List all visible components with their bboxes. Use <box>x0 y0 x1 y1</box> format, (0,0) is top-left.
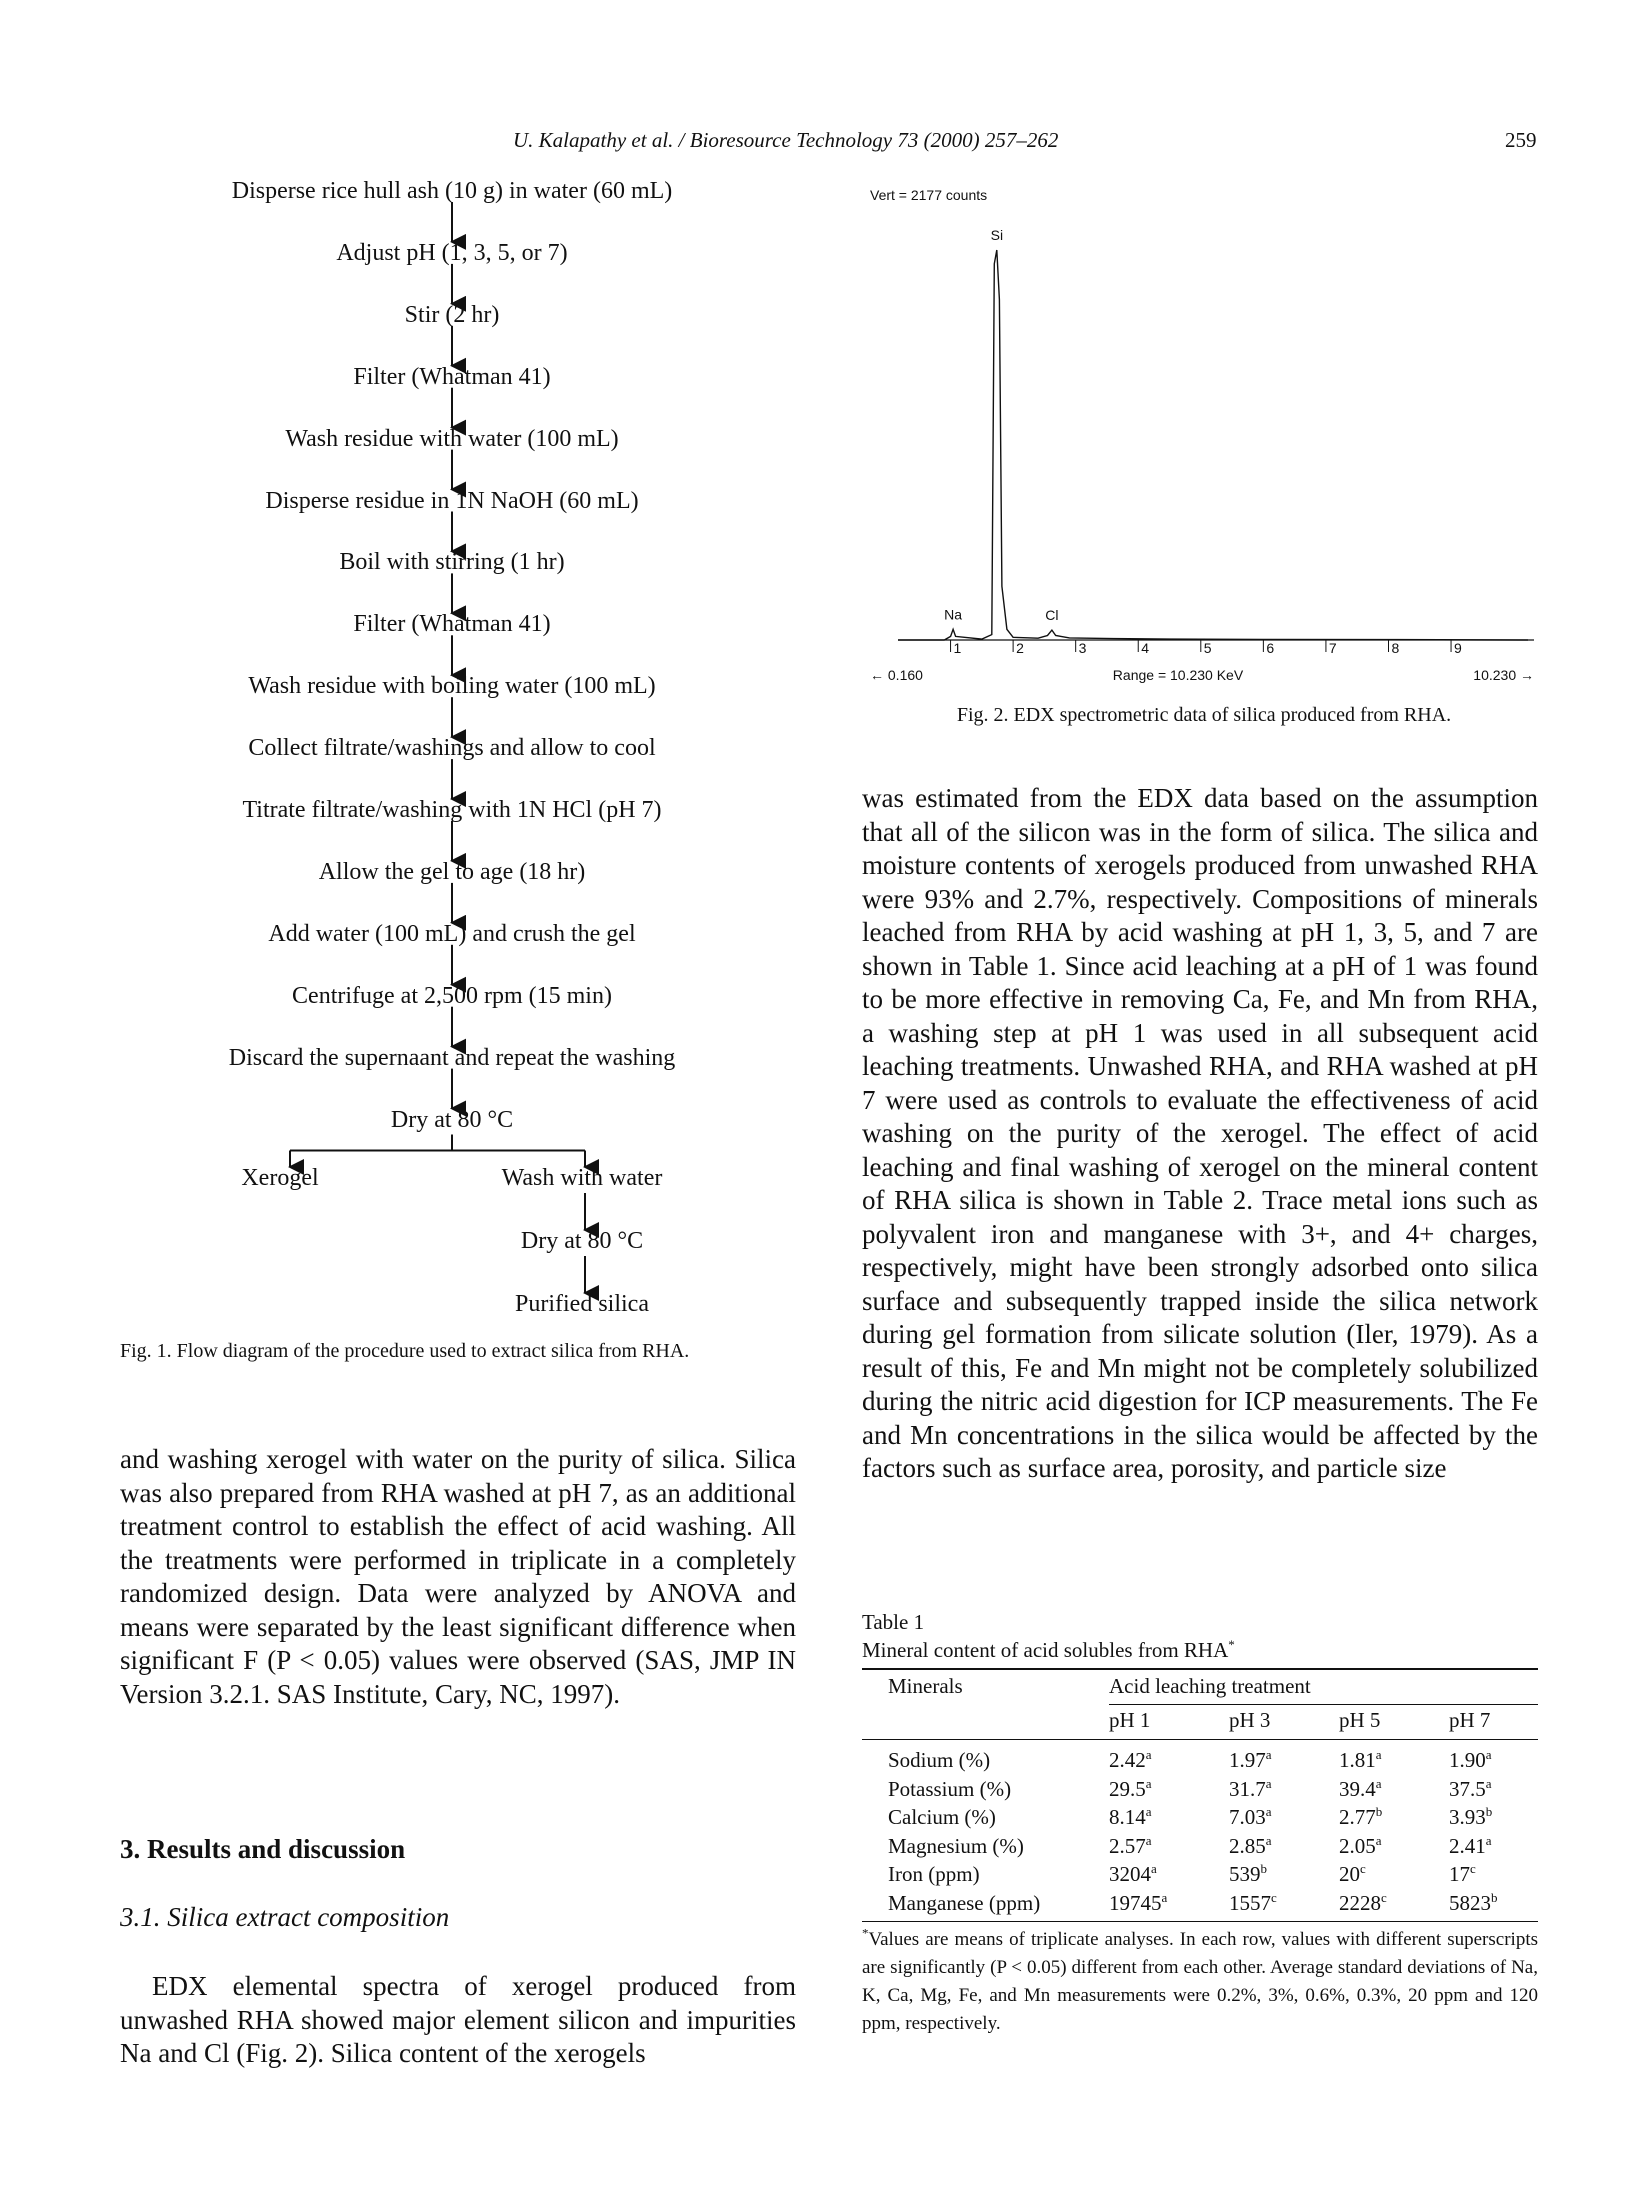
cell-value: 19745 <box>1109 1890 1162 1915</box>
table-cell <box>1339 1834 1382 1859</box>
edx-chart <box>868 180 1538 690</box>
edx-right-marker: 10.230 → <box>1473 667 1534 683</box>
cell-superscript: a <box>1485 1832 1492 1848</box>
cell-value: 2.77 <box>1339 1805 1376 1829</box>
table-cell <box>1449 1748 1492 1773</box>
running-head: U. Kalapathy et al. / Bioresource Technology 73 (2000) 257–262 <box>513 128 1059 152</box>
row-label: Potassium (%) <box>888 1776 1012 1801</box>
cell-value: 20 <box>1339 1862 1360 1886</box>
table-row <box>862 1777 1538 1806</box>
cell-superscript: c <box>1470 1861 1476 1876</box>
table-cell <box>1109 1748 1152 1773</box>
table-cell <box>1229 1777 1272 1802</box>
edx-tick-label-8: 8 <box>1391 640 1400 656</box>
flow-step-8: Filter (Whatman 41) <box>353 611 551 638</box>
col-head-ph7: pH 7 <box>1449 1708 1491 1732</box>
cell-value: 29.5 <box>1109 1776 1146 1801</box>
edx-range-label: Range = 10.230 KeV <box>1112 667 1244 683</box>
flow-step-16: Dry at 80 °C <box>390 1106 514 1133</box>
flow-branch-wash-water: Wash with water <box>501 1165 663 1191</box>
row-label: Manganese (ppm) <box>888 1890 1041 1915</box>
table-cell <box>1449 1891 1498 1916</box>
cell-value: 39.4 <box>1339 1776 1376 1801</box>
flow-branch-xerogel: Xerogel <box>241 1165 319 1191</box>
cell-value: 2.57 <box>1109 1833 1146 1858</box>
cell-superscript: a <box>1145 1747 1152 1762</box>
edx-tick-label-7: 7 <box>1328 640 1337 656</box>
cell-value: 2.85 <box>1229 1833 1266 1858</box>
edx-tick-label-6: 6 <box>1266 640 1275 656</box>
cell-value: 3204 <box>1109 1862 1151 1886</box>
flow-branch-purified-silica: Purified silica <box>515 1291 649 1317</box>
footnote-mark: * <box>862 1925 869 1941</box>
cell-superscript: a <box>1161 1889 1168 1905</box>
table-cell <box>1339 1891 1387 1916</box>
cell-value: 37.5 <box>1449 1776 1486 1801</box>
flow-step-3: Stir (2 hr) <box>404 301 500 328</box>
table-cell <box>1229 1834 1272 1859</box>
edx-peak-label-cl: Cl <box>1045 607 1059 624</box>
flow-step-11: Titrate filtrate/washing with 1N HCl (pH 7) <box>242 797 662 823</box>
table-1-label: Table 1 <box>862 1610 925 1634</box>
table-bottom-rule <box>862 1921 1538 1922</box>
table-cell <box>1449 1777 1492 1802</box>
flow-step-14: Centrifuge at 2,500 rpm (15 min) <box>292 982 612 1009</box>
left-paragraph-1: and washing xerogel with water on the purity of silica. Silica was also prepared from RHA washed at pH 7, as an additional treatment control to establish the effect of acid washing. All the treatments were performed in triplicate in a completely randomized design. Data were analyzed by ANOVA and means were separated by the least significant difference when significant F (P < 0.05) values were observed (SAS, JMP IN Version 3.2.1. SAS Institute, Cary, NC, 1997). <box>120 1444 796 1709</box>
flow-step-7: Boil with stirring (1 hr) <box>339 549 565 576</box>
table-cell <box>1449 1862 1476 1887</box>
edx-tick-label-4: 4 <box>1141 640 1150 656</box>
table-body <box>862 1740 1538 1919</box>
table-1-footnote <box>862 1926 1538 2038</box>
table-row <box>862 1834 1538 1863</box>
flow-step-6: Disperse residue in 1N NaOH (60 mL) <box>265 487 639 514</box>
edx-tick-label-2: 2 <box>1016 640 1024 656</box>
flow-step-12: Allow the gel to age (18 hr) <box>318 858 586 885</box>
figure-1-caption: Fig. 1. Flow diagram of the procedure used to extract silica from RHA. <box>120 1340 690 1362</box>
table-cell <box>1339 1805 1382 1830</box>
cell-value: 1.97 <box>1229 1748 1266 1772</box>
table-cell <box>1339 1777 1382 1802</box>
table-cell <box>1109 1777 1152 1802</box>
cell-superscript: a <box>1265 1747 1272 1762</box>
table-row <box>862 1805 1538 1834</box>
cell-superscript: a <box>1265 1832 1272 1848</box>
table-cell <box>1229 1862 1267 1887</box>
table-row <box>862 1862 1538 1891</box>
cell-value: 8.14 <box>1109 1805 1146 1829</box>
cell-superscript: a <box>1151 1861 1157 1876</box>
col-head-ph3: pH 3 <box>1229 1708 1271 1732</box>
table-1-title-mark: * <box>1228 1637 1235 1652</box>
flow-branch-dry: Dry at 80 °C <box>520 1228 644 1254</box>
cell-superscript: b <box>1491 1889 1498 1905</box>
cell-superscript: a <box>1265 1804 1272 1819</box>
flow-step-1: Disperse rice hull ash (10 g) in water (60 mL) <box>231 178 673 204</box>
table-cell <box>1109 1805 1152 1830</box>
table-cell <box>1109 1891 1167 1916</box>
table-1 <box>862 1668 1538 2038</box>
figure-2-caption: Fig. 2. EDX spectrometric data of silica produced from RHA. <box>956 704 1452 726</box>
cell-value: 1.81 <box>1339 1748 1376 1772</box>
edx-peak-label-si: Si <box>990 227 1004 243</box>
cell-value: 3.93 <box>1449 1805 1486 1829</box>
cell-superscript: b <box>1260 1861 1267 1876</box>
cell-superscript: a <box>1375 1832 1382 1848</box>
table-row <box>862 1891 1538 1920</box>
cell-value: 2.05 <box>1339 1833 1376 1858</box>
edx-left-marker: ← 0.160 <box>870 667 923 683</box>
flow-step-10: Collect filtrate/washings and allow to cool <box>248 735 656 762</box>
edx-spectrum-line <box>898 250 1528 640</box>
edx-tick-label-9: 9 <box>1454 640 1462 656</box>
col-head-minerals: Minerals <box>888 1674 963 1698</box>
cell-value: 2228 <box>1339 1890 1381 1915</box>
cell-value: 2.42 <box>1109 1748 1146 1772</box>
subsection-heading: 3.1. Silica extract composition <box>120 1902 450 1932</box>
table-cell <box>1449 1834 1492 1859</box>
table-row <box>862 1748 1538 1777</box>
edx-tick-label-5: 5 <box>1203 640 1212 656</box>
cell-value: 1557 <box>1229 1890 1271 1915</box>
cell-superscript: b <box>1375 1804 1383 1819</box>
table-cell <box>1109 1862 1157 1887</box>
cell-value: 31.7 <box>1229 1776 1266 1801</box>
flow-arrows <box>0 0 820 1400</box>
cell-superscript: a <box>1145 1804 1152 1819</box>
edx-vert-label: Vert = 2177 counts <box>870 187 988 203</box>
flow-step-13: Add water (100 mL) and crush the gel <box>268 920 636 947</box>
col-head-group: Acid leaching treatment <box>1109 1674 1311 1698</box>
table-head-row-1 <box>862 1670 1538 1704</box>
row-label: Calcium (%) <box>888 1805 996 1829</box>
footnote-text: Values are means of triplicate analyses. In each row, values with different superscripts are significantly (P < 0.05) different from each other. Average standard deviations of Na, K, Ca, Mg, Fe, and Mn measurements were 0.2%, 3%, 0.6%, 0.3%, 20 ppm and 120 ppm, respectively. <box>862 1929 1538 2034</box>
page-number: 259 <box>1505 128 1537 152</box>
edx-tick-label-1: 1 <box>953 640 962 656</box>
table-1-title-wrap <box>862 1636 1235 1664</box>
flow-step-5: Wash residue with water (100 mL) <box>285 425 619 452</box>
figure-2-edx-spectrum <box>868 180 1538 690</box>
table-cell <box>1229 1748 1272 1773</box>
row-label: Sodium (%) <box>888 1748 991 1772</box>
cell-superscript: b <box>1485 1804 1493 1819</box>
table-cell <box>1339 1862 1366 1887</box>
figure-1-flow-diagram <box>0 0 820 1400</box>
cell-superscript: c <box>1381 1889 1387 1905</box>
cell-value: 5823 <box>1449 1890 1491 1915</box>
cell-value: 7.03 <box>1229 1805 1266 1829</box>
cell-superscript: a <box>1145 1832 1152 1848</box>
col-head-ph1: pH 1 <box>1109 1708 1151 1732</box>
cell-superscript: a <box>1375 1747 1382 1762</box>
flow-step-15: Discard the supernaant and repeat the washing <box>228 1044 676 1071</box>
cell-superscript: a <box>1265 1775 1272 1791</box>
right-paragraph: was estimated from the EDX data based on the assumption that all of the silicon was in the form of silica. The silica and moisture contents of xerogels produced from unwashed RHA were 93% and 2.7%, respectively. Compositions of minerals leached from RHA by acid washing at pH 1, 3, 5, and 7 are shown in Table 1. Since acid leaching at a pH of 1 was found to be more effective in removing Ca, Fe, and Mn from RHA, a washing step at pH 1 was used in all subsequent acid leaching treatments. Unwashed RHA, and RHA washed at pH 7 were used as controls to evaluate the effectiveness of acid washing on the purity of the xerogel. The effect of acid leaching and final washing of xerogel on the mineral content of RHA silica is shown in Table 2. Trace metal ions such as polyvalent iron and manganese with 3+, and 4+ charges, respectively, might have been strongly adsorbed onto silica surface and subsequently trapped inside the silica network during gel formation from silicate solution (Iler, 1979). As a result of this, Fe and Mn might not be completely solubilized during the nitric acid digestion for ICP measurements. The Fe and Mn concentrations in the silica would be affected by the factors such as surface area, porosity, and particle size <box>862 783 1538 1483</box>
col-head-ph5: pH 5 <box>1339 1708 1381 1732</box>
table-cell <box>1109 1834 1152 1859</box>
edx-peak-label-na: Na <box>944 606 963 623</box>
table-cell <box>1229 1891 1277 1916</box>
edx-tick-label-3: 3 <box>1078 640 1087 656</box>
cell-value: 17 <box>1449 1862 1470 1886</box>
cell-value: 2.41 <box>1449 1833 1486 1858</box>
cell-superscript: a <box>1145 1775 1152 1791</box>
flow-step-4: Filter (Whatman 41) <box>353 363 551 390</box>
cell-superscript: c <box>1360 1861 1366 1876</box>
cell-superscript: a <box>1485 1775 1492 1791</box>
cell-value: 1.90 <box>1449 1748 1486 1772</box>
table-cell <box>1229 1805 1272 1830</box>
table-head-row-2 <box>862 1705 1538 1739</box>
row-label: Iron (ppm) <box>888 1862 980 1886</box>
flow-step-9: Wash residue with boiling water (100 mL) <box>248 673 656 700</box>
cell-superscript: a <box>1485 1747 1492 1762</box>
row-label: Magnesium (%) <box>888 1833 1024 1858</box>
cell-value: 539 <box>1229 1862 1261 1886</box>
left-paragraph-2-text: EDX elemental spectra of xerogel produced from unwashed RHA showed major element silicon and impurities Na and Cl (Fig. 2). Silica content of the xerogels <box>120 1971 796 2068</box>
table-cell <box>1339 1748 1382 1773</box>
left-paragraph-2 <box>120 1970 796 2071</box>
cell-superscript: a <box>1375 1775 1382 1791</box>
cell-superscript: c <box>1271 1889 1277 1905</box>
table-1-title: Mineral content of acid solubles from RHA <box>862 1638 1229 1662</box>
table-cell <box>1449 1805 1492 1830</box>
flow-step-2: Adjust pH (1, 3, 5, or 7) <box>336 239 568 266</box>
section-heading: 3. Results and discussion <box>120 1834 406 1864</box>
